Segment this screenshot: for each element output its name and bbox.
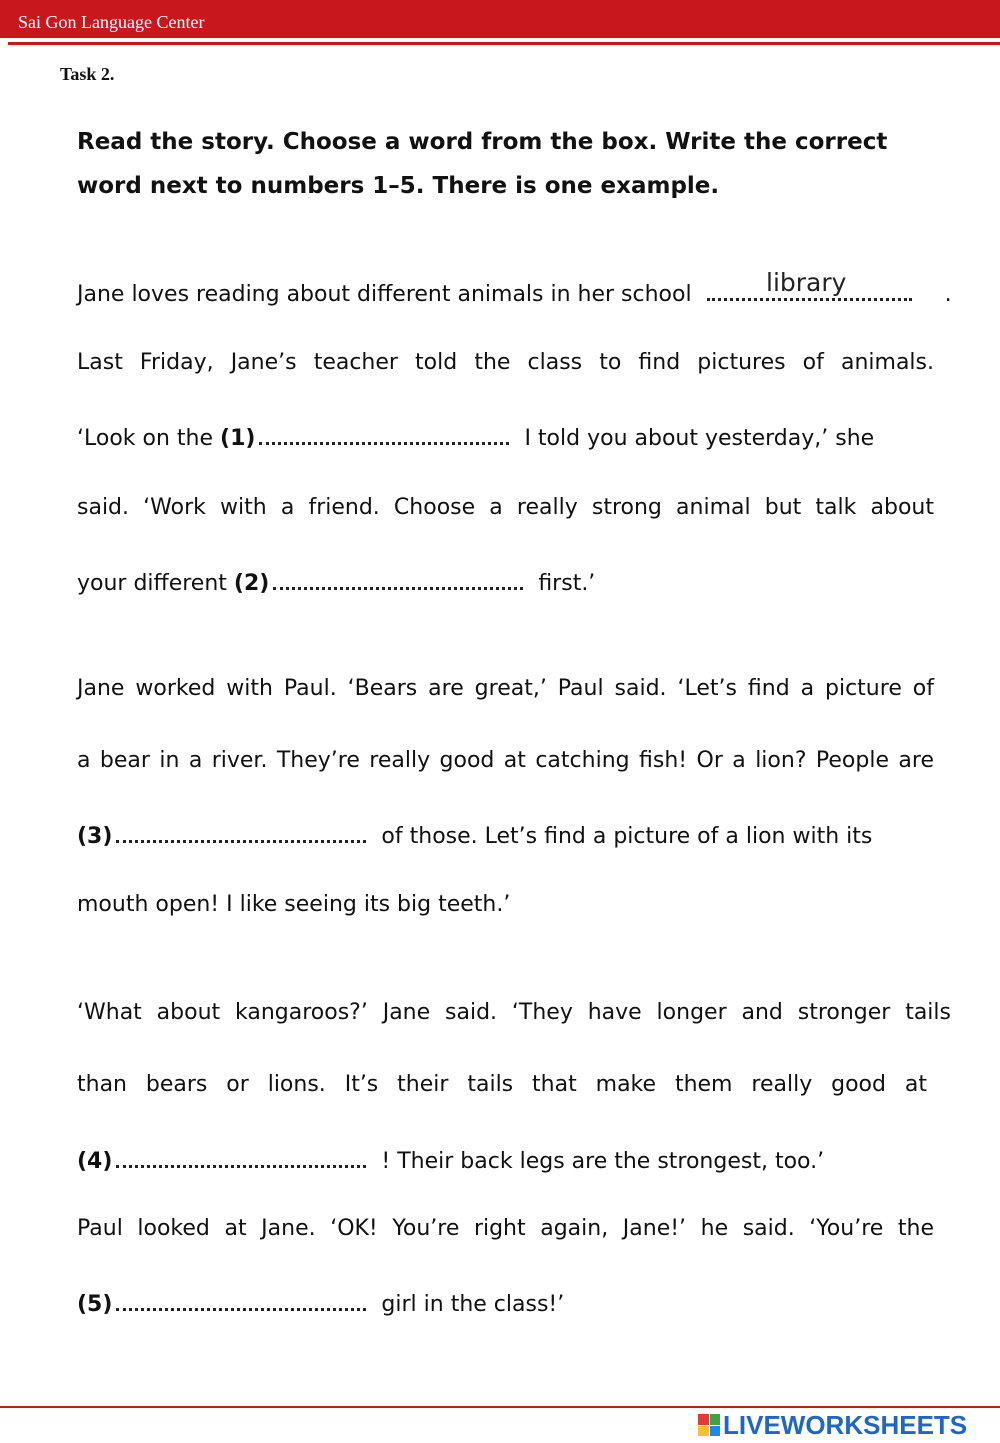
story-text: . [944, 282, 952, 307]
story-line [77, 422, 934, 451]
story-line: Last Friday, Jane’s teacher told the class to find pictures of animals. [77, 350, 934, 375]
story-line: said. ‘Work with a friend. Choose a really strong animal but talk about [77, 495, 934, 520]
question-number-5: (5) [77, 1292, 113, 1317]
story-text: of those. Let’s find a picture of a lion with its [381, 824, 873, 849]
answer-blank-4[interactable] [116, 1145, 366, 1168]
story-text: ! Their back legs are the strongest, too.’ [381, 1149, 825, 1174]
liveworksheets-logo[interactable] [698, 1410, 967, 1440]
answer-blank-5[interactable] [116, 1288, 366, 1311]
answer-blank-2[interactable] [273, 567, 523, 590]
story-line: ‘What about kangaroos?’ Jane said. ‘They have longer and stronger tails [77, 1000, 951, 1025]
story-line [77, 1288, 934, 1317]
logo-text: LIVEWORKSHEETS [723, 1409, 968, 1440]
instructions [77, 120, 957, 208]
story-text: first.’ [538, 571, 596, 596]
story-line: than bears or lions. It’s their tails that make them really good at [77, 1072, 927, 1097]
story-text: girl in the class!’ [381, 1292, 565, 1317]
question-number-2: (2) [233, 571, 270, 596]
question-number-1: (1) [220, 426, 256, 451]
story-line [77, 820, 934, 849]
footer-divider [0, 1406, 1000, 1408]
story-line: a bear in a river. They’re really good at catching fish! Or a lion? People are [77, 748, 934, 773]
liveworksheets-grid-icon [698, 1414, 720, 1436]
question-number-4: (4) [77, 1149, 113, 1174]
story-text: Jane loves reading about different animals in her school [77, 282, 692, 307]
header-divider [8, 42, 1000, 45]
task-label: Task 2. [60, 64, 115, 84]
center-name: Sai Gon Language Center [18, 12, 205, 32]
story-line: Paul looked at Jane. ‘OK! You’re right again, Jane!’ he said. ‘You’re the [77, 1216, 934, 1241]
answer-blank-1[interactable] [259, 422, 509, 445]
story-line [77, 567, 934, 596]
example-answer: library [766, 268, 847, 297]
instructions-line-2: word next to numbers 1–5. There is one example. [77, 173, 720, 199]
story-line: mouth open! I like seeing its big teeth.’ [77, 892, 511, 917]
story-text: ‘Look on the [77, 426, 214, 451]
instructions-line-1: Read the story. Choose a word from the box. Write the correct [77, 129, 888, 155]
story-line: Jane worked with Paul. ‘Bears are great,’ Paul said. ‘Let’s find a picture of [77, 676, 934, 701]
story-text: I told you about yesterday,’ she [524, 426, 875, 451]
story-line [77, 1145, 934, 1174]
question-number-3: (3) [77, 824, 113, 849]
story-text: your different [77, 571, 227, 596]
answer-blank-3[interactable] [116, 820, 366, 843]
